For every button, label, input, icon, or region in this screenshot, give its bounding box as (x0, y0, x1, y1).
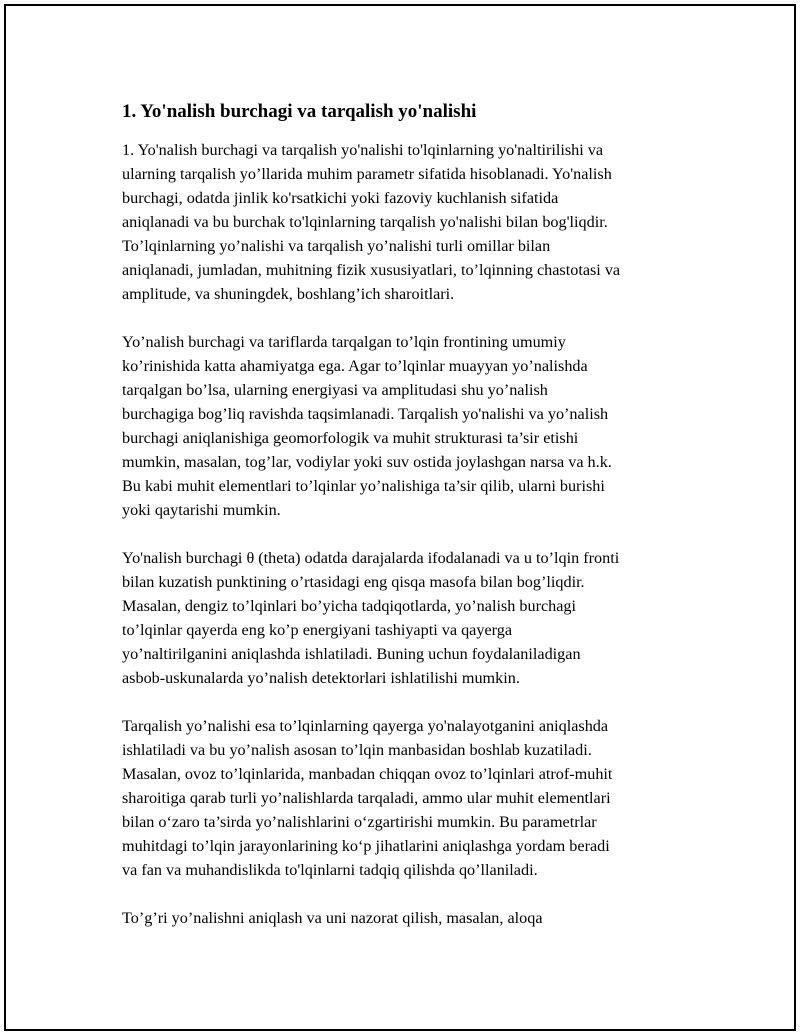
paragraph-line: tarqalgan bo’lsa, ularning energiyasi va amplitudasi shu yo’nalish (122, 381, 548, 399)
paragraph-line: burchagi aniqlanishiga geomorfologik va muhit strukturasi ta’sir etishi (122, 429, 579, 447)
body-paragraph (122, 330, 694, 522)
paragraph-container (122, 138, 694, 930)
paragraph-line: To’g’ri yo’nalishni aniqlash va uni nazorat qilish, masalan, aloqa (122, 909, 543, 927)
document-page (4, 4, 796, 1031)
paragraph-line: muhitdagi to’lqin jarayonlarining ko‘p jihatlarini aniqlashga yordam beradi (122, 837, 610, 855)
paragraph-line: To’lqinlarning yo’nalishi va tarqalish yo’nalishi turli omillar bilan (122, 237, 551, 255)
paragraph-line: ularning tarqalish yo’llarida muhim parametr sifatida hisoblanadi. Yo'nalish (122, 165, 612, 183)
body-paragraph (122, 906, 694, 930)
paragraph-line: Yo'nalish burchagi θ (theta) odatda darajalarda ifodalanadi va u to’lqin fronti (122, 549, 620, 567)
paragraph-line: Yo’nalish burchagi va tariflarda tarqalgan to’lqin frontining umumiy (122, 333, 566, 351)
paragraph-line: burchagiga bog’liq ravishda taqsimlanadi. Tarqalish yo'nalishi va yo’nalish (122, 405, 609, 423)
paragraph-line: ishlatiladi va bu yo’nalish asosan to’lqin manbasidan boshlab kuzatiladi. (122, 741, 592, 759)
paragraph-line: va fan va muhandislikda to'lqinlarni tadqiq qilishda qo’llaniladi. (122, 861, 538, 879)
paragraph-line: to’lqinlar qayerda eng ko’p energiyani tashiyapti va qayerga (122, 621, 513, 639)
paragraph-line: aniqlanadi va bu burchak to'lqinlarning tarqalish yo'nalishi bilan bog'liqdir. (122, 213, 608, 231)
paragraph-line: yo’naltirilganini aniqlashda ishlatiladi. Buning uchun foydalaniladigan (122, 645, 581, 663)
paragraph-line: Bu kabi muhit elementlari to’lqinlar yo’nalishiga ta’sir qilib, ularni burishi (122, 477, 605, 495)
paragraph-line: burchagi, odatda jinlik ko'rsatkichi yoki fazoviy kuchlanish sifatida (122, 189, 559, 207)
body-paragraph (122, 546, 694, 690)
paragraph-line: bilan o‘zaro ta’sirda yo’nalishlarini o‘zgartirishi mumkin. Bu parametrlar (122, 813, 597, 831)
document-content (122, 100, 694, 954)
paragraph-line: yoki qaytarishi mumkin. (122, 501, 281, 519)
paragraph-line: Tarqalish yo’nalishi esa to’lqinlarning qayerga yo'nalayotganini aniqlashda (122, 717, 609, 735)
paragraph-line: aniqlanadi, jumladan, muhitning fizik xususiyatlari, to’lqinning chastotasi va (122, 261, 621, 279)
paragraph-line: mumkin, masalan, tog’lar, vodiylar yoki suv ostida joylashgan narsa va h.k. (122, 453, 612, 471)
paragraph-line: amplitude, va shuningdek, boshlang’ich sharoitlari. (122, 285, 455, 303)
body-paragraph (122, 138, 694, 306)
paragraph-line: bilan kuzatish punktining o’rtasidagi eng qisqa masofa bilan bog’liqdir. (122, 573, 585, 591)
section-heading: 1. Yo'nalish burchagi va tarqalish yo'nalishi (122, 101, 477, 122)
paragraph-line: asbob-uskunalarda yo’nalish detektorlari ishlatilishi mumkin. (122, 669, 520, 687)
paragraph-line: ko’rinishida katta ahamiyatga ega. Agar to’lqinlar muayyan yo’nalishda (122, 357, 588, 375)
paragraph-line: 1. Yo'nalish burchagi va tarqalish yo'nalishi to'lqinlarning yo'naltirilishi va (122, 141, 604, 159)
body-paragraph (122, 714, 694, 882)
paragraph-line: Masalan, ovoz to’lqinlarida, manbadan chiqqan ovoz to’lqinlari atrof-muhit (122, 765, 613, 783)
paragraph-line: sharoitiga qarab turli yo’nalishlarda tarqaladi, ammo ular muhit elementlari (122, 789, 611, 807)
paragraph-line: Masalan, dengiz to’lqinlari bo’yicha tadqiqotlarda, yo’nalish burchagi (122, 597, 577, 615)
